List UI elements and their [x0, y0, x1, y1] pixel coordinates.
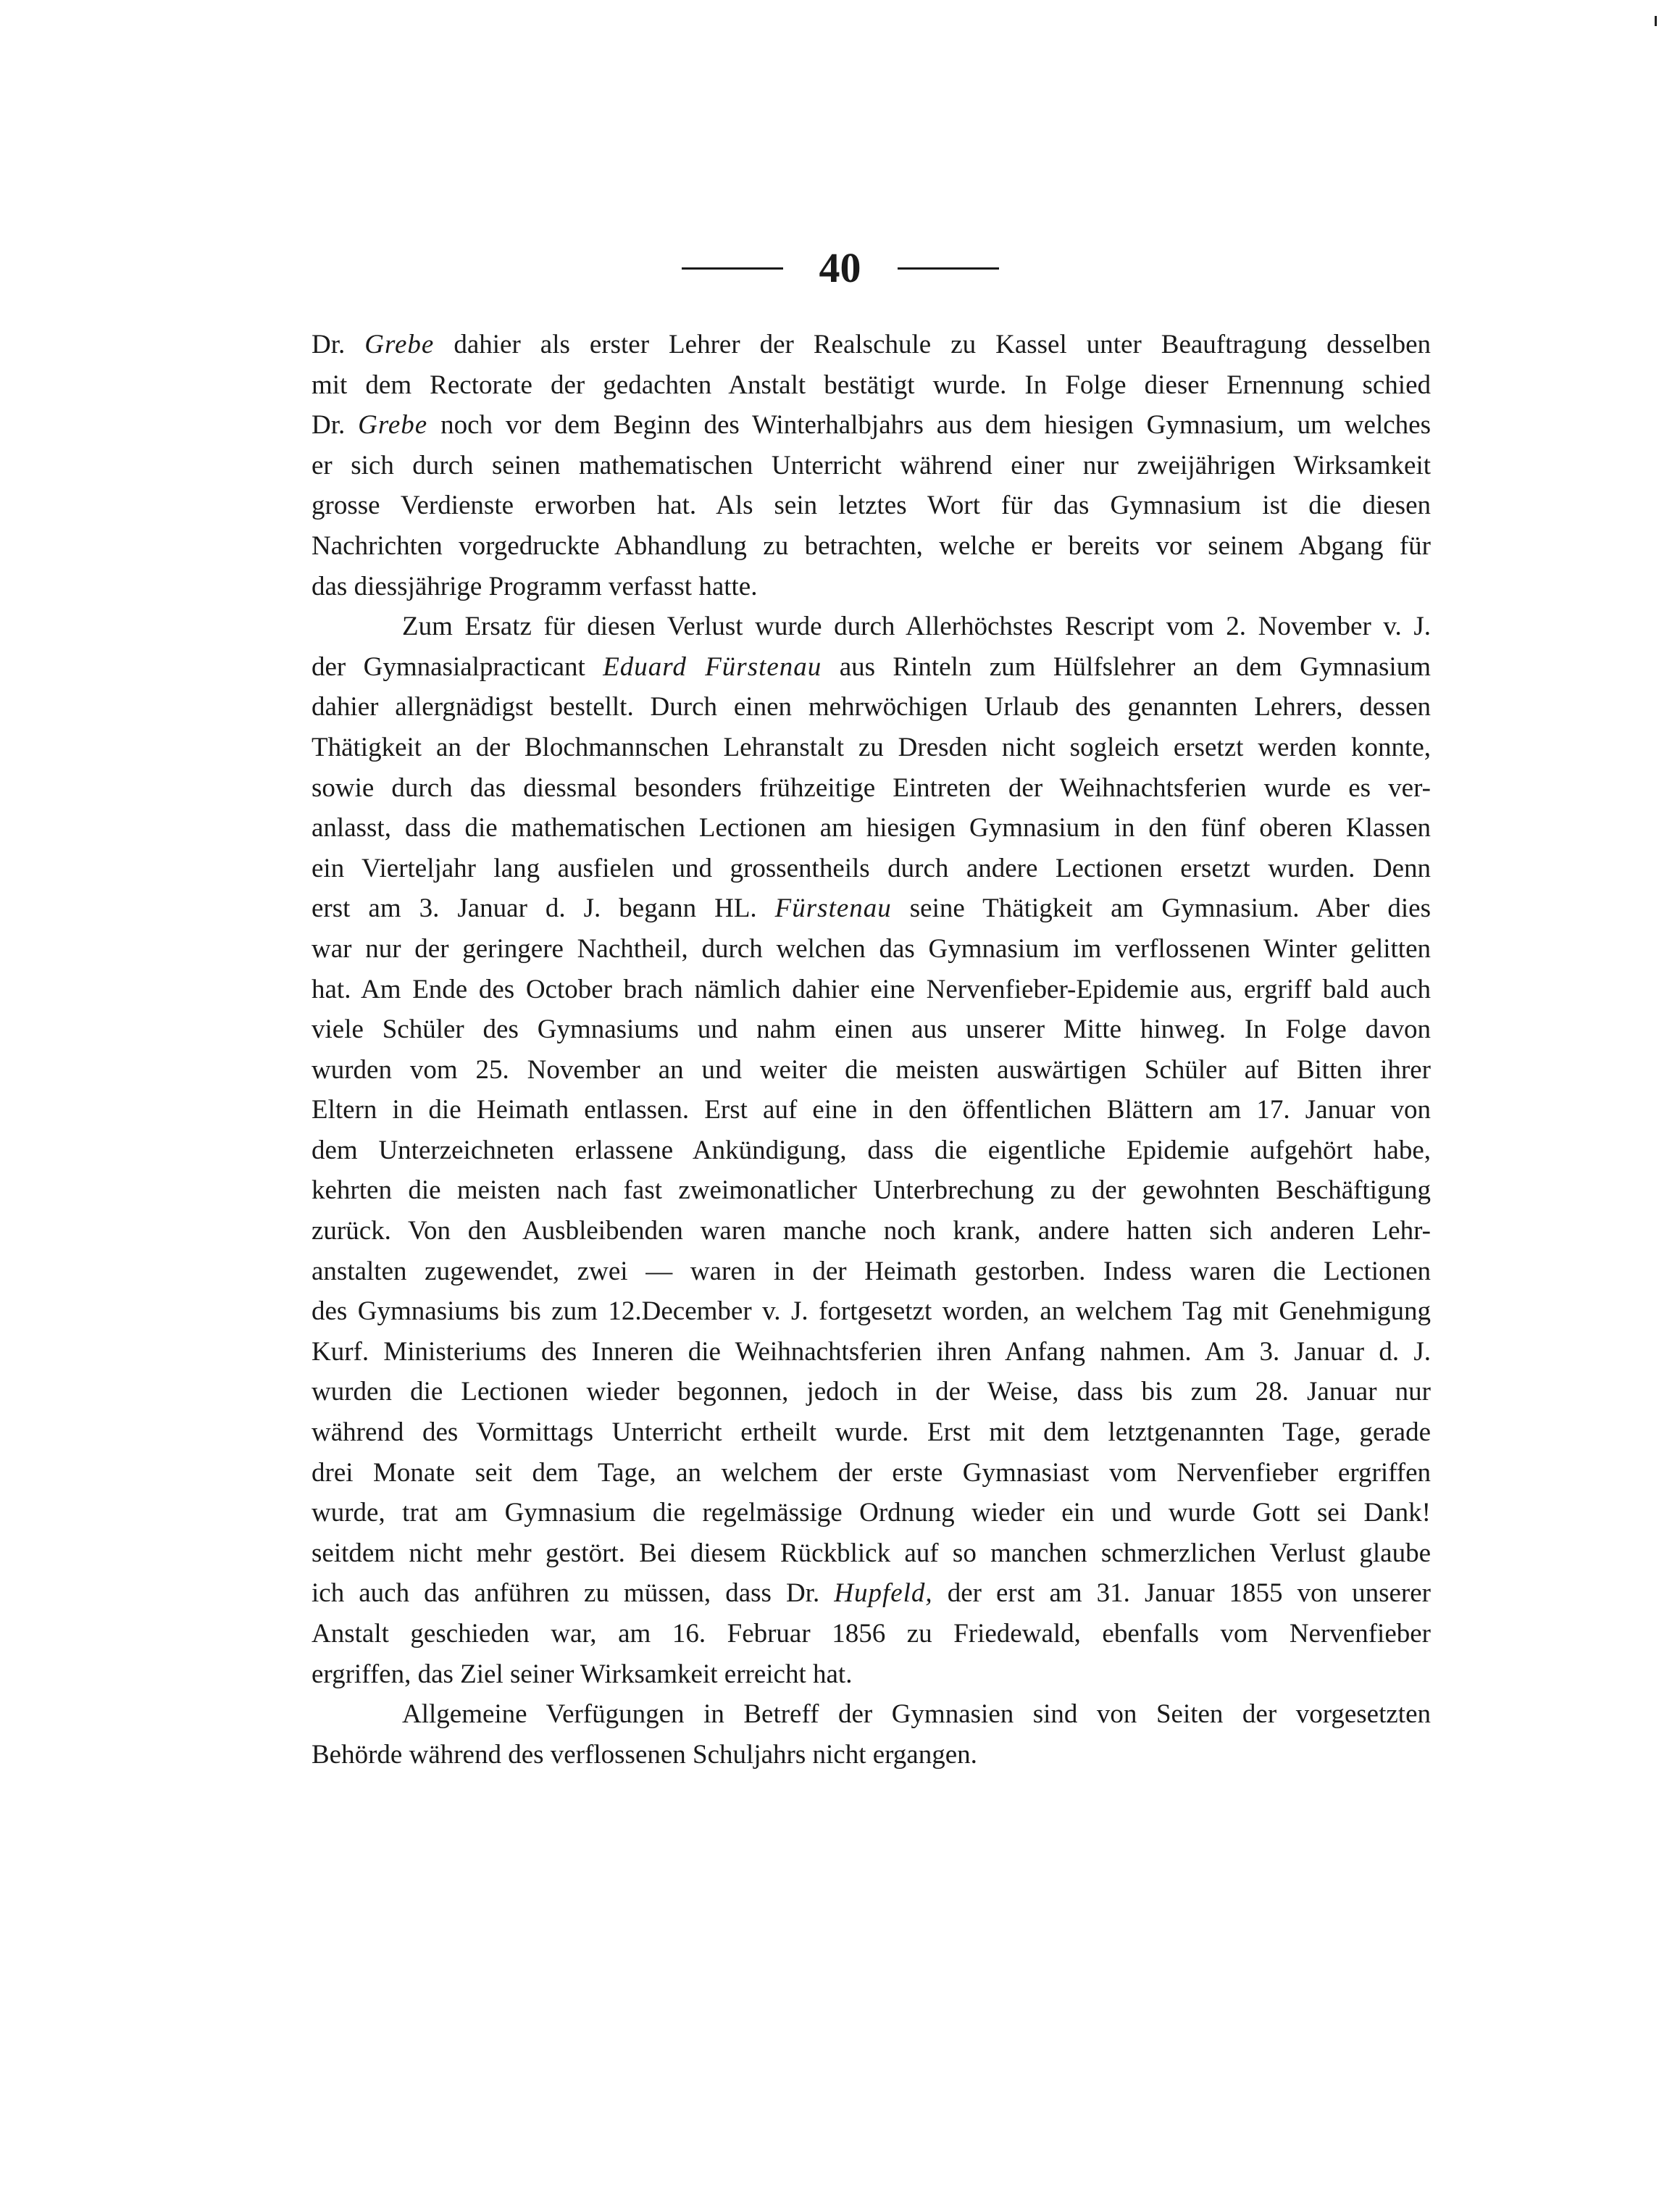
text-line: [312, 1170, 1431, 1211]
page-header: [0, 239, 1680, 297]
text-segment: ein Vierteljahr lang ausfielen und grossentheils durch andere Lectionen ersetzt wurden. Denn: [312, 853, 1431, 883]
text-segment: war nur der geringere Nachtheil, durch welchen das Gymnasium im verflossenen Winter gelitten: [312, 933, 1431, 964]
italic-name: Eduard Fürstenau: [603, 651, 822, 682]
text-line: [312, 1211, 1431, 1251]
italic-name: Fürstenau: [774, 893, 892, 924]
text-line: [312, 1453, 1431, 1493]
text-segment: grosse Verdienste erworben hat. Als sein letztes Wort für das Gymnasium ist die diesen: [312, 491, 1431, 521]
text-line: [312, 929, 1431, 970]
text-segment: dem Unterzeichneten erlassene Ankündigung, dass die eigentliche Epidemie aufgehört habe,: [312, 1135, 1431, 1165]
text-segment: wurden die Lectionen wieder begonnen, jedoch in der Weise, dass bis zum 28. Januar nur: [312, 1377, 1431, 1407]
italic-name: Grebe: [364, 330, 435, 359]
text-line: [312, 325, 1431, 365]
text-segment: der Gymnasialpracticant: [312, 651, 603, 682]
text-line: [312, 1614, 1431, 1654]
text-line: [312, 1533, 1431, 1574]
text-segment: des Gymnasiums bis zum 12.December v. J. fortgesetzt worden, an welchem Tag mit Genehmigung: [312, 1296, 1431, 1327]
text-line: [312, 1654, 1431, 1695]
text-segment: Behörde während des verflossenen Schuljahrs nicht ergangen.: [312, 1739, 977, 1770]
text-line: [312, 446, 1431, 486]
text-line: [312, 1130, 1431, 1171]
text-segment: Anstalt geschieden war, am 16. Februar 1856 zu Friedewald, ebenfalls vom Nervenfieber: [312, 1619, 1431, 1649]
text-segment: ergriffen, das Ziel seiner Wirksamkeit erreicht hat.: [312, 1659, 853, 1689]
text-line: [312, 728, 1431, 768]
text-segment: Dr.: [312, 410, 359, 441]
text-line: [312, 526, 1431, 567]
text-line: [312, 1573, 1431, 1614]
text-segment: der erst am 31. Januar 1855 von unserer: [932, 1578, 1431, 1609]
text-line: [312, 1735, 1431, 1775]
text-line: [312, 1090, 1431, 1130]
text-segment: dahier allergnädigst bestellt. Durch einen mehrwöchigen Urlaub des genannten Lehrers, dessen: [312, 692, 1431, 722]
text-line: [312, 1291, 1431, 1332]
text-line: [312, 647, 1431, 688]
text-segment: wurden vom 25. November an und weiter die meisten auswärtigen Schüler auf Bitten ihrer: [312, 1054, 1431, 1085]
header-rule-right: [898, 267, 999, 270]
text-segment: Allgemeine Verfügungen in Betreff der Gymnasien sind von Seiten der vorgesetzten: [402, 1699, 1431, 1730]
text-segment: erst am 3. Januar d. J. begann HL.: [312, 893, 775, 924]
italic-name: Grebe: [358, 410, 428, 441]
text-line: [312, 849, 1431, 889]
text-line: [312, 1009, 1431, 1050]
text-line: [312, 1412, 1431, 1453]
text-segment: viele Schüler des Gymnasiums und nahm einen aus unserer Mitte hinweg. In Folge davon: [312, 1014, 1431, 1045]
text-line: [312, 405, 1431, 446]
text-segment: aus Rinteln zum Hülfslehrer an dem Gymnasium: [822, 651, 1431, 682]
text-segment: wurde, trat am Gymnasium die regelmässige Ordnung wieder ein und wurde Gott sei Dank!: [312, 1498, 1431, 1528]
text-segment: noch vor dem Beginn des Winterhalbjahrs aus dem hiesigen Gymnasium, um welches: [427, 410, 1431, 441]
text-line: [312, 1493, 1431, 1533]
italic-name: Hupfeld,: [834, 1578, 933, 1609]
text-line: [312, 365, 1431, 406]
text-line: [312, 567, 1431, 607]
page-number: 40: [819, 244, 861, 291]
text-line: [312, 687, 1431, 728]
text-line: [312, 970, 1431, 1010]
text-segment: Eltern in die Heimath entlassen. Erst auf eine in den öffentlichen Blättern am 17. Januar von: [312, 1095, 1431, 1125]
text-line: [312, 607, 1431, 647]
text-segment: Thätigkeit an der Blochmannschen Lehranstalt zu Dresden nicht sogleich ersetzt werden konnte,: [312, 732, 1431, 762]
text-line: [312, 1694, 1431, 1735]
paragraph: [312, 325, 1431, 607]
text-segment: Zum Ersatz für diesen Verlust wurde durch Allerhöchstes Rescript vom 2. November v. J.: [402, 612, 1431, 642]
text-line: [312, 1050, 1431, 1091]
text-segment: sowie durch das diessmal besonders frühzeitige Eintreten der Weihnachtsferien wurde es ver-: [312, 772, 1431, 803]
paragraph: [312, 1694, 1431, 1775]
text-line: [312, 486, 1431, 526]
text-segment: während des Vormittags Unterricht ertheilt wurde. Erst mit dem letztgenannten Tage, gerade: [312, 1417, 1431, 1448]
paragraph: [312, 607, 1431, 1694]
text-segment: ich auch das anführen zu müssen, dass Dr.: [312, 1578, 835, 1609]
text-segment: hat. Am Ende des October brach nämlich dahier eine Nervenfieber-Epidemie aus, ergriff bald auch: [312, 974, 1431, 1004]
text-segment: kehrten die meisten nach fast zweimonatlicher Unterbrechung zu der gewohnten Beschäftigung: [312, 1175, 1431, 1206]
text-segment: anlasst, dass die mathematischen Lectionen am hiesigen Gymnasium in den fünf oberen Klassen: [312, 813, 1431, 843]
body-text: [312, 325, 1431, 1775]
text-segment: anstalten zugewendet, zwei — waren in der Heimath gestorben. Indess waren die Lectionen: [312, 1256, 1431, 1286]
text-segment: Kurf. Ministeriums des Inneren die Weihnachtsferien ihren Anfang nahmen. Am 3. Januar d. J.: [312, 1336, 1431, 1367]
text-line: [312, 808, 1431, 849]
text-segment: mit dem Rectorate der gedachten Anstalt bestätigt wurde. In Folge dieser Ernennung schied: [312, 370, 1431, 400]
text-segment: das diessjährige Programm verfasst hatte.: [312, 571, 758, 601]
text-segment: seitdem nicht mehr gestört. Bei diesem Rückblick auf so manchen schmerzlichen Verlust glaube: [312, 1538, 1431, 1568]
text-line: [312, 768, 1431, 809]
text-line: [312, 888, 1431, 929]
text-segment: drei Monate seit dem Tage, an welchem der erste Gymnasiast vom Nervenfieber ergriffen: [312, 1457, 1431, 1488]
text-line: [312, 1332, 1431, 1372]
text-segment: dahier als erster Lehrer der Realschule zu Kassel unter Beauftragung desselben: [434, 330, 1431, 359]
text-segment: zurück. Von den Ausbleibenden waren manche noch krank, andere hatten sich anderen Lehr-: [312, 1216, 1431, 1246]
text-segment: Dr.: [312, 330, 365, 359]
text-segment: Nachrichten vorgedruckte Abhandlung zu betrachten, welche er bereits vor seinem Abgang für: [312, 530, 1431, 561]
text-line: [312, 1251, 1431, 1292]
scan-edge-mark: [1655, 16, 1657, 26]
text-segment: seine Thätigkeit am Gymnasium. Aber dies: [891, 893, 1431, 924]
text-segment: er sich durch seinen mathematischen Unterricht während einer nur zweijährigen Wirksamkeit: [312, 450, 1431, 480]
text-line: [312, 1372, 1431, 1412]
header-rule-left: [682, 267, 783, 270]
